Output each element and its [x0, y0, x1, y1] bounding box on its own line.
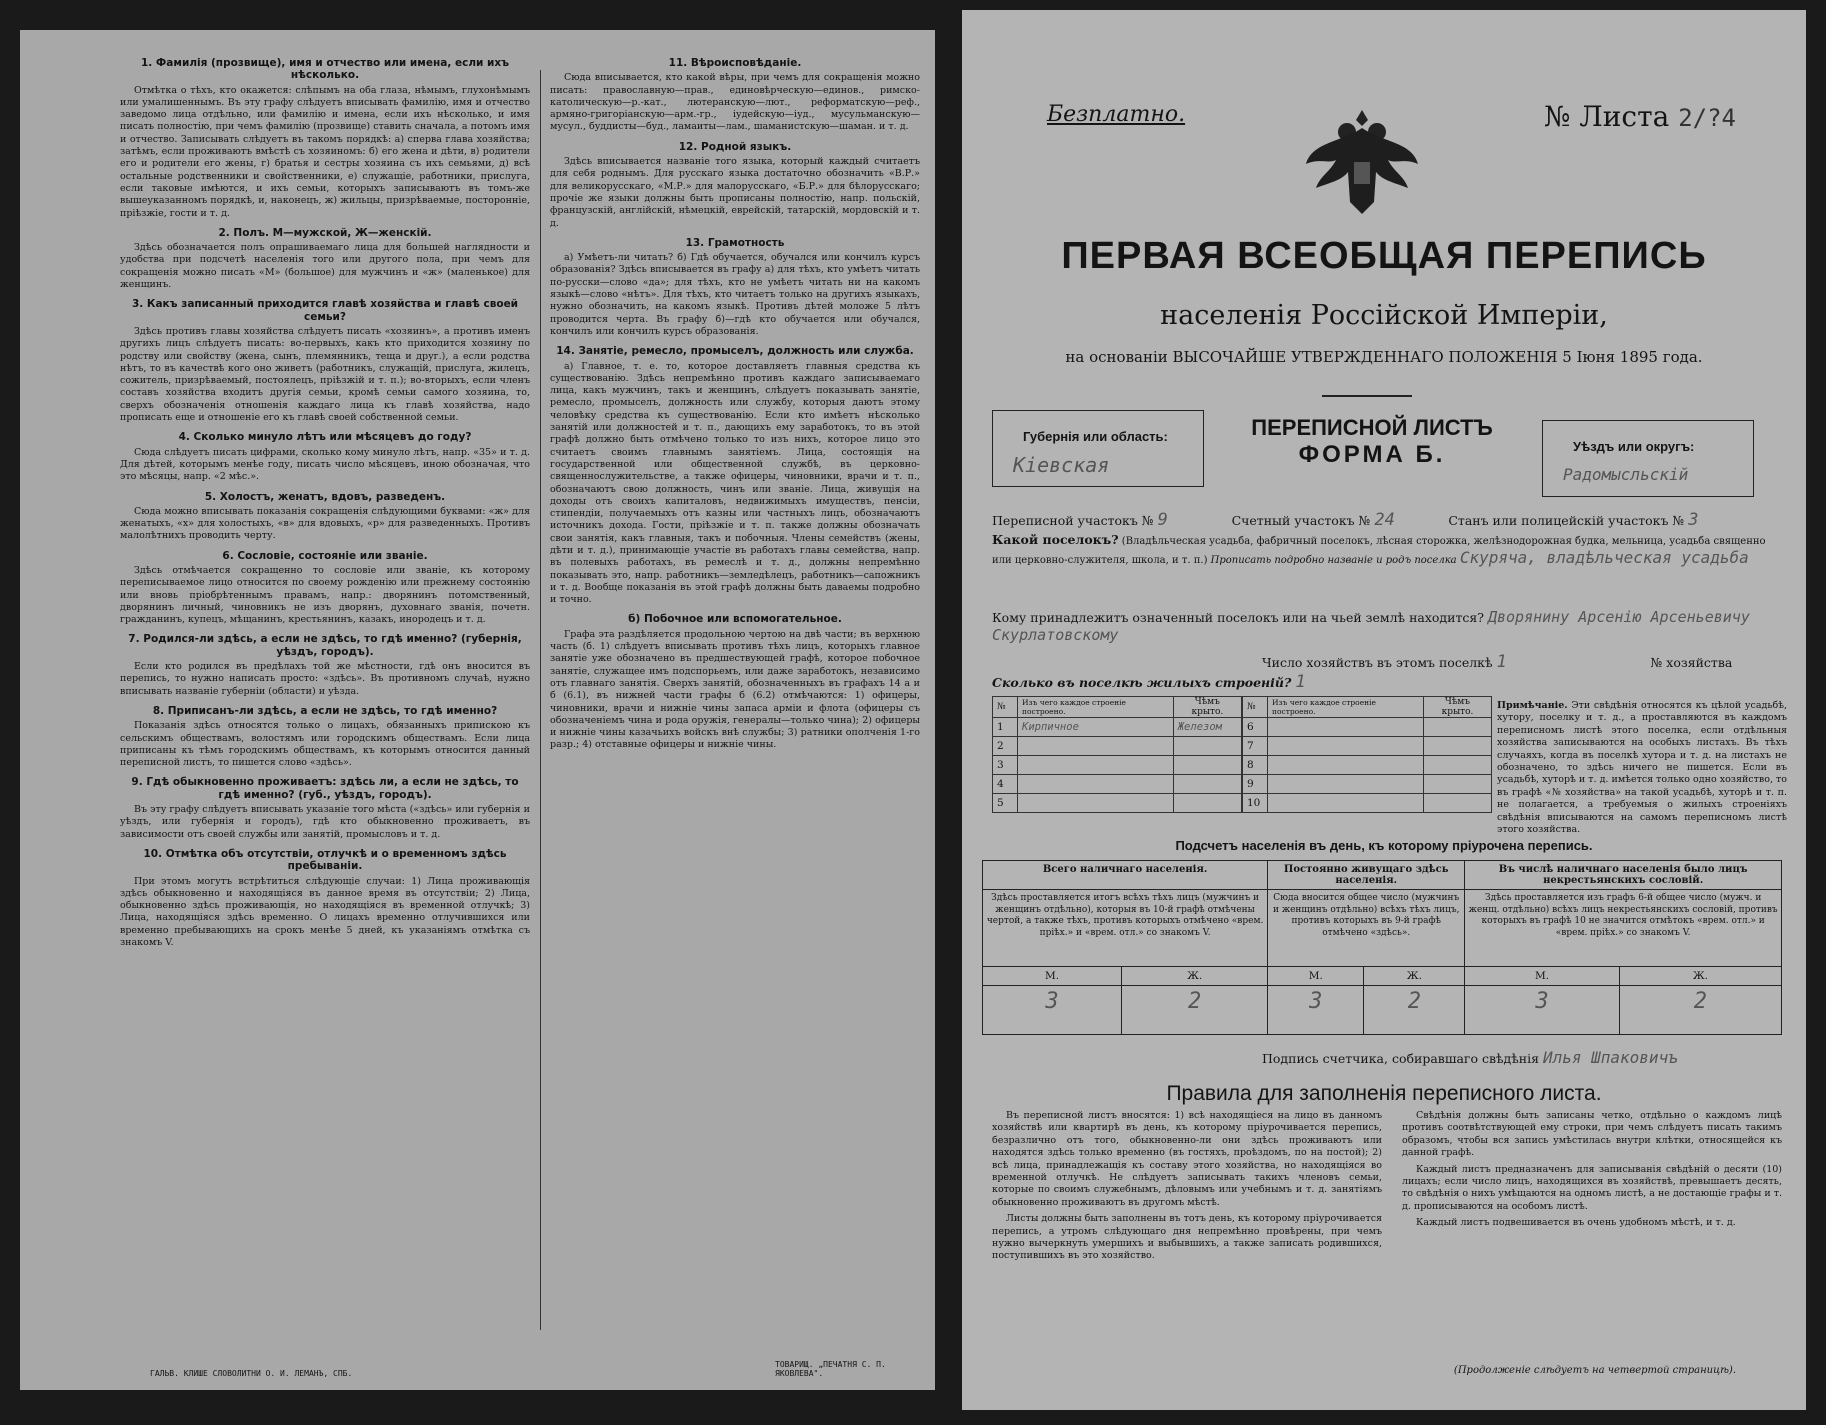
section-heading: 14. Занятіе, ремесло, промыселъ, должность или служба.	[556, 345, 914, 358]
rules-column-left	[992, 1110, 1382, 1267]
gubernia-box	[992, 410, 1204, 487]
sheet-number-label: № Листа	[1544, 100, 1670, 133]
buildings-row	[993, 756, 1242, 775]
pop-m-value: 3	[1268, 986, 1364, 1035]
settlement-description: (Владѣльческая усадьба, фабричный поселокъ, лѣсная сторожка, желѣзнодорожная будка, мельница, усадьба священно или церковно-служителя, школа, и т. п.)	[992, 536, 1766, 566]
police-district-label: Станъ или полицейскій участокъ №	[1448, 513, 1685, 528]
uezd-value: Радомысльскій	[1563, 465, 1689, 484]
police-district-value: 3	[1688, 510, 1699, 530]
sheet-number	[1544, 100, 1736, 133]
pop-values-row	[983, 986, 1782, 1035]
building-material	[1018, 794, 1174, 813]
building-material	[1268, 718, 1424, 737]
buildings-row	[1243, 794, 1492, 813]
rules-paragraph: Свѣдѣнія должны быть записаны четко, отдѣльно о каждомъ лицѣ противъ соотвѣтствующей ему строки, при чемъ слѣдуетъ писать такимъ образомъ, чтобы вся запись умѣстилась внутри клѣтки, относящейся къ данной графѣ.	[1402, 1110, 1782, 1159]
settlement-hint: Прописать подробно названіе и родъ поселка	[1210, 555, 1457, 566]
districts-row	[992, 510, 1698, 530]
pop-zh-label: Ж.	[1619, 967, 1781, 986]
buildings-header-roof: Чѣмъ крыто.	[1173, 697, 1241, 718]
rules-column-right	[1402, 1110, 1782, 1234]
building-roof	[1423, 775, 1491, 794]
settlement-row	[992, 532, 1782, 569]
left-page	[20, 30, 935, 1390]
buildings-row	[1243, 718, 1492, 737]
uezd-label: Уѣздъ или округъ:	[1573, 439, 1695, 454]
section-text: а) Главное, т. е. то, которое доставляетъ главныя средства къ существованію. Здѣсь непремѣнно противъ каждаго записываемаго лица, какъ мужчинъ, такъ и женщинъ, слѣдуетъ показывать занятіе, ремесло, промыселъ, должность или службу, которыя даютъ этому человѣку средства къ существованію. Если кто имѣетъ нѣсколько занятій или должностей и т. п., дающихъ ему заработокъ, то въ этой графѣ должно быть отмѣчено только то изъ нихъ, которое лицо это считаетъ своимъ главнымъ занятіемъ. Лица, состоящія на государственной или общественной службѣ, въ церковно-священнослужительстве, а также офицеры, чиновники, врачи и т. п., обозначаютъ свою должность, чинъ или званіе. Лица, живущія на доходы отъ своихъ капиталовъ, недвижимыхъ имуществъ, пенсіи, стипендіи, получаемыхъ отъ казны или частныхъ лицъ, обозначаютъ источникъ дохода. Гости, пріѣзжіе и т. п. также должны обозначать свои занятія, какъ главныя, такъ и побочныя. Члены семействъ (жены, дѣти и т. д.), принимающіе участіе въ работахъ главы семейства, напр. въ полевыхъ работахъ, въ ремеслѣ и т. д., должны непремѣнно показывать это, напр. работникъ—земледѣлецъ, работникъ—сапожникъ и т. д. Вообще показанія въ этой графѣ должны быть даваемы подробно и точно.	[550, 360, 920, 606]
buildings-row	[1243, 775, 1492, 794]
signature-label: Подпись счетчика, собиравшаго свѣдѣнія	[1262, 1051, 1539, 1066]
buildings-header-no: №	[1243, 697, 1268, 718]
pop-col-description: Здѣсь проставляется изъ графъ 6-й общее число (мужч. и женщ. отдѣльно) всѣхъ лицъ некрестьянскихъ сословій, противъ которыхъ въ графѣ 10 не значится отмѣтокъ «врем. отл.» и «врем. пріѣх.» со знакомъ V.	[1465, 890, 1782, 967]
building-material	[1268, 775, 1424, 794]
building-roof	[1423, 718, 1491, 737]
population-count-table	[982, 860, 1782, 1035]
building-number: 9	[1243, 775, 1268, 794]
building-roof	[1173, 737, 1241, 756]
settlement-value: Скуряча, владѣльческая усадьба	[1459, 548, 1749, 567]
buildings-row	[993, 794, 1242, 813]
building-number: 5	[993, 794, 1018, 813]
census-form-page	[962, 10, 1806, 1410]
rules-paragraph: Каждый листъ предназначенъ для записыванія свѣдѣній о десяти (10) лицахъ; если число лицъ, находящихся въ хозяйствѣ, превышаетъ десять, то свѣдѣнія о нихъ умѣщаются на одномъ листѣ, а не достающіе графы и т. д. прописываются на особомъ листѣ.	[1402, 1163, 1782, 1212]
buildings-row	[992, 672, 1306, 692]
pop-m-value: 3	[1465, 986, 1619, 1035]
instructions-column-2	[550, 50, 920, 1360]
buildings-header-material: Изъ чего каждое строеніе построено.	[1018, 697, 1174, 718]
gubernia-label: Губернія или область:	[1023, 429, 1168, 444]
buildings-note	[1497, 700, 1787, 836]
households-row	[1262, 652, 1732, 672]
building-material	[1268, 756, 1424, 775]
buildings-label: Сколько въ поселкѣ жилыхъ строеній?	[992, 675, 1292, 690]
section-text: Здѣсь противъ главы хозяйства слѣдуетъ писать «хозяинъ», а противъ именъ другихъ лицъ слѣдуетъ писать: во-первыхъ, какъ кто приходится хозяину по родству или свойству (жена, сынъ, племянникъ, теща и друг.), а если родства нѣтъ, то въ качествѣ кого оно живетъ (работникъ, служащій, прислуга, жилецъ, сожитель, призрѣваемый, постоялецъ, пріѣзжій и т. п.); во-вторыхъ, если членъ составъ хозяйства входитъ другія семьи, кромѣ семьи самого хозяина, то, сверхъ обозначенія отношенія каждаго лица къ главѣ хозяйства, надо прописать еще и отношеніе его къ главѣ своей собственной семьи.	[120, 325, 530, 424]
buildings-value: 1	[1295, 672, 1306, 692]
pop-zh-value: 2	[1122, 986, 1268, 1035]
count-district-value: 24	[1374, 510, 1395, 530]
section-text: Сюда слѣдуетъ писать цифрами, сколько кому минуло лѣтъ, напр. «35» и т. д. Для дѣтей, которымъ менѣе году, писать число мѣсяцевъ, иною обозначая, что это мѣсяцы, напр. «2 мѣс.».	[120, 446, 530, 483]
pop-zh-label: Ж.	[1122, 967, 1268, 986]
pop-zh-value: 2	[1619, 986, 1781, 1035]
section-text: а) Умѣетъ-ли читать? б) Гдѣ обучается, обучался или кончилъ курсъ образованія? Здѣсь вписывается въ графу а) для тѣхъ, кто умѣетъ читать по-русски—слово «да»; для тѣхъ, кто не умѣетъ читать ни на какомъ языкѣ—слово «нѣтъ». Для тѣхъ, кто читаетъ только на другихъ языкахъ, нужно обозначить, на какомъ языкѣ. Противъ дѣтей моложе 5 лѣтъ проводится черта. Въ графу б)—гдѣ кто обучается или обучался, кончилъ или кончилъ курсъ образованія.	[550, 252, 920, 337]
sheet-number-value: 2/?4	[1678, 104, 1736, 132]
rules-paragraph: Каждый листъ подвешивается въ очень удобномъ мѣстѣ, и т. д.	[1416, 1217, 1736, 1229]
section-text: Показанія здѣсь относятся только о лицахъ, обязанныхъ припискою къ сельскимъ обществамъ, волостямъ или городскимъ обществамъ. Если лица приписаны къ тѣмъ городскимъ обществамъ, къ которымъ относится данный переписной листъ, то пишется слово «здѣсь».	[120, 720, 530, 769]
section-heading: 11. Вѣроисповѣданіе.	[668, 57, 802, 69]
building-number: 8	[1243, 756, 1268, 775]
pop-desc-row	[983, 890, 1782, 967]
building-material	[1018, 756, 1174, 775]
census-title: ПЕРВАЯ ВСЕОБЩАЯ ПЕРЕПИСЬ	[1061, 235, 1707, 277]
pop-m-label: М.	[1465, 967, 1619, 986]
building-roof	[1423, 794, 1491, 813]
section-heading: 1. Фамилія (прозвище), имя и отчество или имена, если ихъ нѣсколько.	[140, 57, 510, 82]
households-value: 1	[1496, 652, 1507, 672]
buildings-table-right	[1242, 696, 1492, 813]
building-roof: Железом	[1173, 718, 1241, 737]
building-number: 4	[993, 775, 1018, 794]
section-heading: 10. Отмѣтка объ отсутствіи, отлучкѣ и о временномъ здѣсь пребываніи.	[143, 847, 507, 873]
owner-row	[992, 608, 1782, 644]
uezd-box	[1542, 420, 1754, 497]
building-material	[1018, 737, 1174, 756]
section-heading: 5. Холостъ, женатъ, вдовъ, разведенъ.	[204, 490, 446, 503]
pop-zh-value: 2	[1364, 986, 1465, 1035]
section-text: Здѣсь отмѣчается сокращенно то сословіе или званіе, къ которому переписываемое лицо относится по своему рожденію или прежнему состоянію или вновь пріобрѣтеннымъ правамъ, напр.: дворянинъ потомственный, дворянинъ личный, чиновникъ не изъ дворянъ, духовнаго званія, почетн. гражданинъ, купецъ, мѣщанинъ, крестьянинъ, казакъ, инородецъ и т. д.	[120, 564, 530, 626]
building-number: 1	[993, 718, 1018, 737]
section-heading: 4. Сколько минуло лѣтъ или мѣсяцевъ до году?	[178, 431, 472, 444]
buildings-table-left	[992, 696, 1242, 813]
form-title-line2: ФОРМА Б.	[1298, 441, 1446, 468]
rules-paragraph: Въ переписной листъ вносятся: 1) всѣ находящіеся на лицо въ данномъ хозяйствѣ или квартирѣ въ день, къ которому пріурочивается перепись, безразлично отъ того, обыкновенно-ли они здѣсь проживаютъ или находятся здѣсь только временно (въ гостяхъ, проѣздомъ, по на постой); 2) всѣ лица, принадлежащія къ составу этого хозяйства, но находящіяся во временной отлучкѣ. Не слѣдуетъ записывать такихъ членовъ семьи, которые по своимъ служебнымъ, дѣловымъ или учебнымъ и т. д. занятіямъ обыкновенно проживаютъ въ другомъ мѣстѣ.	[992, 1110, 1382, 1208]
instructions-column-1	[120, 50, 530, 1360]
building-material	[1018, 775, 1174, 794]
rules-paragraph: Листы должны быть заполнены въ тотъ день, къ которому пріурочивается перепись, а утромъ слѣдующаго дня непремѣнно провѣрены, при чемъ нужно вычеркнуть умершихъ и выбывшихъ, а также записать родившихся, поступившихъ въ это хозяйство.	[992, 1213, 1383, 1262]
imprint-right: ТОВАРИЩ. „ПЕЧАТНЯ С. П. ЯКОВЛЕВА".	[775, 1360, 886, 1378]
note-title: Примѣчаніе.	[1497, 700, 1568, 711]
pop-col-title: Постоянно живущаго здѣсь населенія.	[1268, 861, 1465, 890]
buildings-row	[1243, 756, 1492, 775]
free-label: Безплатно.	[1047, 102, 1186, 127]
buildings-header-material: Изъ чего каждое строеніе построено.	[1268, 697, 1424, 718]
section-heading: 6. Сословіе, состояніе или званіе.	[222, 549, 428, 562]
census-district-label: Переписной участокъ №	[992, 513, 1154, 528]
section-heading: б) Побочное или вспомогательное.	[628, 613, 842, 626]
signature-row	[1262, 1048, 1678, 1067]
building-roof	[1423, 756, 1491, 775]
buildings-row	[993, 718, 1242, 737]
section-heading: 2. Полъ. М—мужской, Ж—женскій.	[218, 226, 432, 239]
pop-m-label: М.	[1268, 967, 1364, 986]
section-heading: 13. Грамотность	[685, 236, 785, 249]
form-title	[1192, 415, 1552, 469]
census-basis: на основаніи ВЫСОЧАЙШЕ УТВЕРЖДЕННАГО ПОЛОЖЕНІЯ 5 Іюня 1895 года.	[1065, 348, 1703, 366]
section-text: Здѣсь обозначается полъ опрашиваемаго лица для большей наглядности и удобства при подсчетѣ населенія того или другого пола, при чемъ для сокращенія можно писать «М» (большое) для мужчинъ и «ж» (маленькое) для женщинъ.	[120, 242, 530, 291]
double-headed-eagle-emblem-icon	[1302, 102, 1422, 222]
building-number: 3	[993, 756, 1018, 775]
count-district-label: Счетный участокъ №	[1231, 513, 1371, 528]
pop-mz-label-row	[983, 967, 1782, 986]
section-text: Графа эта раздѣляется продольною чертою на двѣ части; въ верхнюю часть (б. 1) слѣдуетъ вписывать противъ тѣхъ лицъ, которыхъ главное занятіе уже обозначено въ предшествующей графѣ, которое побочное занятіе, служащее имъ подспорьемъ, или даже заработокъ, независимо отъ главнаго занятія. Сверхъ занятій, обозначенныхъ въ графахъ 14 а и б (6.1), въ нижней части графы б (6.2) отмѣчаются: 1) офицеры, чиновники, врачи и нижніе чины запаса арміи и флота (офицеры съ обозначеніемъ чина и рода оружія, генералы—только чина); 2) офицеры и нижніе чины казачьихъ войскъ внѣ службы; 3) ратники ополченія 1-го разр.; 4) отставные офицеры и нижніе чины.	[550, 628, 920, 751]
building-roof	[1173, 794, 1241, 813]
imprint-left: ГАЛЬВ. КЛИШЕ СЛОВОЛИТНИ О. И. ЛЕМАНЪ, СПБ.	[150, 1369, 353, 1378]
buildings-header-no: №	[993, 697, 1018, 718]
pop-col-description: Здѣсь проставляется итогъ всѣхъ тѣхъ лицъ (мужчинъ и женщинъ отдѣльно), которыя въ 10-й графѣ отмѣчены чертой, а также тѣхъ, противъ которыхъ отмѣчено «врем. пріѣх.» и «врем. отл.» со знакомъ V.	[983, 890, 1268, 967]
buildings-header-row	[1243, 697, 1492, 718]
pop-col-title: Всего наличнаго населенія.	[983, 861, 1268, 890]
form-title-line1: ПЕРЕПИСНОЙ ЛИСТЪ	[1251, 415, 1493, 440]
section-text: Въ эту графу слѣдуетъ вписывать указаніе того мѣста («здѣсь» или губернія и уѣздъ, или губернія и городъ), гдѣ кто обыкновенно проживаетъ, въ зависимости отъ своей службы или занятій, промысловъ и т. д.	[120, 804, 530, 840]
gubernia-value: Кіевская	[1013, 453, 1110, 477]
note-text: Эти свѣдѣнія относятся къ цѣлой усадьбѣ, хутору, поселку и т. д., а проставляются въ каждомъ переписномъ листѣ этого поселка, если отдѣльныя хозяйства записываются на особыхъ листахъ. Въ тѣхъ случаяхъ, когда въ поселкѣ хутора и т. д. на листахъ не обозначено, то здѣсь ничего не пишется. Если въ усадьбѣ, хуторѣ и т. д. имѣется только одно хозяйство, то въ графѣ «№ хозяйства» на такой усадьбѣ, хуторѣ и т. п. не полагается, а требуемыя о жилыхъ строеніяхъ свѣдѣнія вписываются на самомъ переписномъ листѣ этого хозяйства.	[1497, 700, 1787, 836]
census-district-value: 9	[1157, 510, 1168, 530]
section-text: Сюда можно вписывать показанія сокращенія слѣдующими буквами: «ж» для женатыхъ, «х» для холостыхъ, «в» для вдовыхъ, «р» для разведенныхъ. Противъ малолѣтнихъ проводить черту.	[120, 505, 530, 542]
buildings-row	[993, 775, 1242, 794]
pop-col-description: Сюда вносится общее число (мужчинъ и женщинъ отдѣльно) всѣхъ тѣхъ лицъ, противъ которыхъ въ 9-й графѣ отмѣчено «здѣсь».	[1268, 890, 1465, 967]
section-text: Если кто родился въ предѣлахъ той же мѣстности, гдѣ онъ вносится въ перепись, то нужно написать просто: «здѣсь». Въ противномъ случаѣ, нужно вписывать названіе губерніи (области) и уѣзда.	[120, 661, 530, 697]
section-heading: 3. Какъ записанный приходится главѣ хозяйства и главѣ своей семьи?	[131, 298, 519, 323]
building-roof	[1173, 775, 1241, 794]
households-label: Число хозяйствъ въ этомъ поселкѣ	[1262, 655, 1493, 670]
settlement-label: Какой поселокъ?	[992, 532, 1119, 547]
section-heading: 9. Гдѣ обыкновенно проживаетъ: здѣсь ли, а если не здѣсь, то гдѣ именно? (губ., уѣздъ, городъ).	[131, 776, 519, 801]
owner-value: Дворянину Арсенію Арсеньевичу Скурлатовскому	[992, 608, 1750, 644]
section-heading: 8. Приписанъ-ли здѣсь, а если не здѣсь, то гдѣ именно?	[152, 704, 498, 717]
section-text: Отмѣтка о тѣхъ, кто окажется: слѣпымъ на оба глаза, нѣмымъ, глухонѣмымъ или умалишеннымъ. Въ эту графу слѣдуетъ вписывать фамилію, имя и отчество заведомо лица отдѣльно, или фамилію и имена, если ихъ нѣсколько, и имя писать полностію, при чемъ фамилію (прозвище) ставить сначала, а потомъ имя и отчество. Записывать слѣдуетъ въ такомъ порядкѣ: а) сперва глава хозяйства; затѣмъ, если проживаютъ вмѣстѣ съ хозяиномъ: б) его жена и дѣти, в) родители его и родители его жены, г) братья и сестры хозяина съ ихъ семьями, д) всѣ остальные родственники и свойственники, е) служащіе, работники, прислуга, если таковые имѣются, и ихъ семьи, которыхъ записываютъ въ томъ-же вышеуказанномъ порядкѣ, и, наконецъ, ж) жильцы, призрѣваемые, посторонніе, пріѣзжіе, гости и т. д.	[120, 84, 530, 219]
building-material: Кирпичное	[1018, 718, 1174, 737]
pop-title-row	[983, 861, 1782, 890]
building-number: 6	[1243, 718, 1268, 737]
section-heading: 12. Родной языкъ.	[678, 140, 792, 153]
census-subtitle: населенія Россійской Имперіи,	[1160, 300, 1608, 331]
building-material	[1268, 737, 1424, 756]
building-roof	[1423, 737, 1491, 756]
building-number: 10	[1243, 794, 1268, 813]
section-heading: 7. Родился-ли здѣсь, а если не здѣсь, то гдѣ именно? (губернія, уѣздъ, городъ).	[128, 633, 522, 658]
rules-continuation: (Продолженіе слѣдуетъ на четвертой страницѣ).	[1453, 1365, 1736, 1376]
pop-col-title: Въ числѣ наличнаго населенія было лицъ некрестьянскихъ сословій.	[1465, 861, 1782, 890]
section-text: При этомъ могутъ встрѣтиться слѣдующіе случаи: 1) Лица проживающія здѣсь обыкновенно и находящіяся въ данное время въ отсутствіи; 2) Лица, обыкновенно здѣсь проживающія, но находящіяся въ временной отлучкѣ; 3) Лица, находящіяся здѣсь временно. О лицахъ временно отлучившихся или временно пребывающихъ на срокъ менѣе 5 дней, къ указаніямъ отмѣтка съ знакомъ V.	[120, 875, 530, 948]
pop-m-label: М.	[983, 967, 1122, 986]
column-divider	[540, 70, 541, 1330]
household-number-label: № хозяйства	[1650, 655, 1733, 670]
building-number: 2	[993, 737, 1018, 756]
buildings-header-roof: Чѣмъ крыто.	[1423, 697, 1491, 718]
divider	[1322, 395, 1412, 397]
building-material	[1268, 794, 1424, 813]
rules-title: Правила для заполненія переписного листа.	[1166, 1082, 1602, 1105]
signature-value: Илья Шпаковичъ	[1542, 1048, 1678, 1067]
buildings-row	[993, 737, 1242, 756]
section-text: Здѣсь вписывается названіе того языка, который каждый считаетъ для себя роднымъ. Для русскаго языка достаточно обозначить «В.Р.» для великорусскаго, «М.Р.» для малорусскаго, «Б.Р.» для бѣлорусскаго; прочіе же языки должны быть прописаны полностію, напр. польскій, французскій, англійскій, нѣмецкій, еврейскій, татарскій, мордовскій и т. д.	[550, 156, 920, 229]
pop-m-value: 3	[983, 986, 1122, 1035]
building-roof	[1173, 756, 1241, 775]
population-count-header: Подсчетъ населенія въ день, къ которому пріурочена перепись.	[1175, 838, 1593, 853]
section-text: Сюда вписывается, кто какой вѣры, при чемъ для сокращенія можно писать: православную—прав., единовѣрческую—единов., римско-католическую—р.-кат., лютеранскую—лют., реформатскую—реф., армяно-григоріанскую—арм.-гр., іудейскую—іуд., мусульманскую—мусул., буддисты—буд., ламаиты—лам., шаманистскую—шаман. и т. д.	[550, 72, 920, 133]
building-number: 7	[1243, 737, 1268, 756]
buildings-row	[1243, 737, 1492, 756]
owner-label: Кому принадлежитъ означенный поселокъ или на чьей землѣ находится?	[992, 610, 1484, 625]
buildings-header-row	[993, 697, 1242, 718]
pop-zh-label: Ж.	[1364, 967, 1465, 986]
